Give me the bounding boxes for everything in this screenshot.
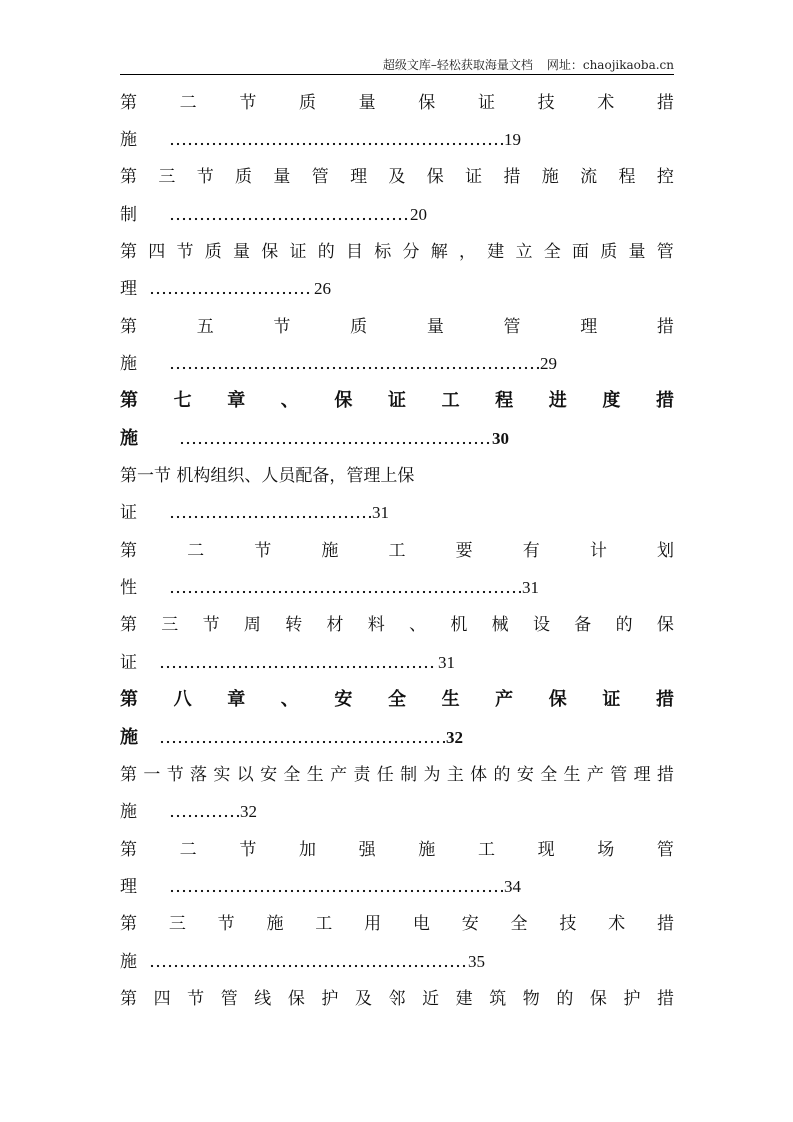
title-char: 工 — [441, 390, 460, 412]
dot-leader — [169, 366, 539, 370]
title-char: 安 — [516, 764, 534, 785]
title-char: 量 — [426, 316, 444, 337]
title-char: 第 — [120, 689, 138, 711]
title-char: 第 — [120, 92, 137, 113]
title-char: 电 — [412, 914, 430, 935]
title-char: 技 — [559, 914, 577, 935]
title-char: 全 — [510, 914, 528, 935]
page-number: 19 — [504, 130, 521, 150]
title-char: 章 — [227, 689, 246, 711]
title-char: 质 — [298, 92, 316, 113]
title-char: 产 — [586, 764, 604, 785]
toc-entry-title[interactable] — [120, 308, 674, 345]
title-char: 全 — [283, 764, 301, 785]
title-char: 物 — [522, 988, 540, 1009]
title-char: 材 — [326, 615, 344, 636]
title-char: 线 — [254, 988, 272, 1009]
title-char: 管 — [220, 988, 238, 1009]
title-char: 进 — [548, 390, 567, 412]
title-char: 、 — [280, 689, 299, 711]
page-number: 32 — [446, 727, 463, 747]
title-char: 程 — [618, 167, 636, 188]
title-char: 三 — [158, 167, 176, 188]
title-char: 量 — [628, 242, 646, 263]
dot-leader — [169, 515, 371, 519]
toc-entry-title[interactable]: 第一节 机构组织、人员配备，管理上保 — [120, 466, 415, 487]
title-char: 管 — [503, 316, 521, 337]
page-number: 31 — [522, 578, 539, 598]
title-char: 保 — [261, 242, 279, 263]
dot-leader — [169, 590, 521, 594]
title-char: 周 — [243, 615, 261, 636]
toc-entry-title[interactable] — [120, 682, 674, 719]
title-char: 生 — [563, 764, 581, 785]
title-char: 第 — [120, 839, 137, 860]
title-char: 节 — [196, 167, 214, 188]
title-char: 转 — [285, 615, 303, 636]
title-char: 第 — [120, 914, 137, 935]
title-char: 二 — [179, 92, 197, 113]
title-char: 设 — [532, 615, 550, 636]
title-char: 第 — [120, 167, 137, 188]
dot-leader — [149, 291, 313, 295]
title-char: 建 — [455, 988, 473, 1009]
title-char: 制 — [400, 764, 418, 785]
title-char: 安 — [260, 764, 278, 785]
title-char: 八 — [173, 689, 192, 711]
title-char: 证 — [477, 92, 495, 113]
title-char: 生 — [306, 764, 324, 785]
title-char: 全 — [543, 242, 561, 263]
title-char: ， — [459, 242, 476, 263]
page-number: 26 — [314, 279, 331, 299]
title-char: 护 — [623, 988, 641, 1009]
title-char: 标 — [374, 242, 392, 263]
title-char: 立 — [515, 242, 533, 263]
title-char: 保 — [287, 988, 305, 1009]
header-url: 网址：chaojikaoba.cn — [546, 58, 674, 72]
title-char: 理 — [350, 167, 368, 188]
title-char: 质 — [235, 167, 253, 188]
title-char: 第 — [120, 242, 137, 263]
title-char: 、 — [409, 615, 427, 636]
title-char: 质 — [204, 242, 222, 263]
title-char: 的 — [493, 764, 511, 785]
title-char: 措 — [655, 390, 674, 412]
title-char: 邻 — [388, 988, 406, 1009]
title-char: 责 — [353, 764, 371, 785]
continuation-text: 施 — [120, 726, 138, 748]
toc-entry-continuation[interactable] — [120, 196, 674, 233]
title-char: 管 — [656, 839, 674, 860]
title-char: 节 — [273, 316, 291, 337]
toc-entry-title[interactable] — [120, 159, 674, 196]
title-char: 节 — [187, 988, 205, 1009]
dot-leader — [169, 889, 503, 893]
title-char: 流 — [580, 167, 598, 188]
dot-leader — [149, 964, 467, 968]
title-char: 的 — [556, 988, 574, 1009]
title-char: 证 — [387, 390, 406, 412]
title-char: 全 — [540, 764, 558, 785]
toc-entry-continuation[interactable] — [120, 345, 674, 382]
title-char: 措 — [655, 689, 674, 711]
toc-entry-continuation[interactable] — [120, 644, 674, 681]
title-char: 及 — [354, 988, 372, 1009]
title-char: 管 — [656, 242, 674, 263]
dot-leader — [169, 217, 409, 221]
title-char: 为 — [423, 764, 441, 785]
toc-entry-continuation[interactable] — [120, 569, 674, 606]
toc-entry-continuation[interactable] — [120, 495, 674, 532]
title-char: 械 — [491, 615, 509, 636]
title-char: 四 — [148, 242, 166, 263]
title-char: 证 — [289, 242, 307, 263]
toc-entry-continuation[interactable] — [120, 719, 674, 756]
title-char: 近 — [422, 988, 440, 1009]
title-char: 第 — [120, 615, 137, 636]
toc-entry-continuation[interactable] — [120, 794, 674, 831]
title-char: 二 — [179, 839, 197, 860]
toc-entry-title[interactable] — [120, 906, 674, 943]
title-char: 保 — [418, 92, 436, 113]
toc-entry-title[interactable] — [120, 532, 674, 569]
title-char: 、 — [280, 390, 299, 412]
toc-entry-continuation[interactable] — [120, 943, 674, 980]
continuation-text: 理 — [120, 876, 137, 897]
title-char: 产 — [495, 689, 514, 711]
title-char: 施 — [266, 914, 284, 935]
title-char: 体 — [470, 764, 488, 785]
title-char: 加 — [298, 839, 316, 860]
page-header — [120, 56, 674, 73]
toc-entry-title[interactable] — [120, 831, 674, 868]
header-rule — [120, 74, 674, 75]
title-char: 四 — [153, 988, 171, 1009]
title-char: 产 — [330, 764, 348, 785]
title-char: 建 — [487, 242, 505, 263]
title-char: 施 — [321, 540, 339, 561]
continuation-text: 性 — [120, 578, 137, 599]
title-char: 目 — [346, 242, 363, 263]
title-char: 证 — [465, 167, 483, 188]
title-char: 安 — [461, 914, 479, 935]
page-number: 34 — [504, 876, 521, 896]
title-char: 施 — [541, 167, 559, 188]
title-char: 有 — [522, 540, 540, 561]
title-char: 程 — [495, 390, 514, 412]
dot-leader — [169, 142, 503, 146]
title-char: 第 — [120, 988, 137, 1009]
title-char: 技 — [537, 92, 555, 113]
title-char: 第 — [120, 764, 137, 785]
toc-entry-continuation[interactable] — [120, 868, 674, 905]
title-char: 节 — [254, 540, 272, 561]
title-char: 三 — [161, 615, 179, 636]
title-char: 节 — [239, 92, 257, 113]
title-char: 现 — [537, 839, 555, 860]
title-char: 管 — [610, 764, 628, 785]
dot-leader — [169, 814, 239, 818]
continuation-text: 证 — [120, 652, 137, 673]
title-char: 实 — [213, 764, 231, 785]
page-number: 32 — [240, 802, 257, 822]
page-number: 31 — [372, 503, 389, 523]
title-char: 机 — [450, 615, 468, 636]
toc-entry-title[interactable] — [120, 980, 674, 1017]
title-char: 划 — [657, 540, 674, 561]
title-char: 量 — [233, 242, 250, 263]
title-char: 节 — [202, 615, 220, 636]
page-number: 29 — [540, 354, 557, 374]
title-char: 节 — [176, 242, 194, 263]
title-char: 措 — [657, 988, 674, 1009]
toc-entry-continuation[interactable] — [120, 121, 674, 158]
toc-entry-title[interactable] — [120, 84, 674, 121]
dot-leader — [159, 740, 445, 744]
title-char: 措 — [656, 316, 674, 337]
title-char: 备 — [574, 615, 592, 636]
title-char: 计 — [589, 540, 607, 561]
page-number: 35 — [468, 951, 485, 971]
title-char: 的 — [615, 615, 633, 636]
title-char: 解 — [430, 242, 448, 263]
title-char: 质 — [350, 316, 368, 337]
title-char: 安 — [334, 689, 353, 711]
title-char: 保 — [334, 390, 353, 412]
title-char: 及 — [388, 167, 406, 188]
page-number: 31 — [438, 652, 455, 672]
title-char: 保 — [656, 615, 674, 636]
title-char: 二 — [187, 540, 205, 561]
title-char: 一 — [143, 764, 161, 785]
title-char: 面 — [572, 242, 589, 263]
title-char: 节 — [239, 839, 257, 860]
table-of-contents — [120, 84, 674, 1018]
title-char: 工 — [315, 914, 333, 935]
title-char: 量 — [358, 92, 376, 113]
title-char: 措 — [656, 92, 674, 113]
title-char: 全 — [387, 689, 406, 711]
dot-leader — [179, 441, 491, 445]
continuation-text: 施 — [120, 130, 137, 151]
title-char: 度 — [602, 390, 621, 412]
title-char: 强 — [358, 839, 376, 860]
title-char: 以 — [236, 764, 254, 785]
title-char: 分 — [402, 242, 420, 263]
title-char: 工 — [388, 540, 406, 561]
title-char: 控 — [656, 167, 674, 188]
title-char: 场 — [597, 839, 615, 860]
title-char: 措 — [656, 914, 674, 935]
toc-entry-title[interactable] — [120, 756, 674, 793]
title-char: 五 — [196, 316, 214, 337]
toc-entry-continuation[interactable] — [120, 271, 674, 308]
title-char: 落 — [190, 764, 208, 785]
title-char: 施 — [418, 839, 436, 860]
header-title: 超级文库–轻松获取海量文档 — [382, 58, 533, 72]
page-number: 30 — [492, 428, 509, 448]
title-char: 护 — [321, 988, 339, 1009]
title-char: 第 — [120, 540, 137, 561]
title-char: 三 — [168, 914, 186, 935]
title-char: 节 — [217, 914, 235, 935]
title-char: 保 — [548, 689, 567, 711]
title-char: 理 — [633, 764, 651, 785]
title-char: 措 — [656, 764, 674, 785]
continuation-text: 施 — [120, 354, 137, 375]
title-char: 管 — [311, 167, 329, 188]
title-char: 料 — [367, 615, 385, 636]
title-char: 证 — [602, 689, 621, 711]
title-char: 生 — [441, 689, 460, 711]
title-char: 用 — [364, 914, 382, 935]
continuation-text: 理 — [120, 279, 137, 300]
title-char: 章 — [227, 390, 246, 412]
toc-entry-title[interactable] — [120, 383, 674, 420]
title-char: 质 — [600, 242, 618, 263]
continuation-text: 施 — [120, 427, 138, 449]
continuation-text: 施 — [120, 951, 137, 972]
toc-entry-title[interactable] — [120, 233, 674, 270]
title-char: 筑 — [489, 988, 507, 1009]
title-char: 措 — [503, 167, 521, 188]
title-char: 术 — [597, 92, 615, 113]
title-char: 任 — [376, 764, 394, 785]
title-char: 第 — [120, 390, 138, 412]
continuation-text: 施 — [120, 802, 137, 823]
title-char: 工 — [477, 839, 495, 860]
title-char: 理 — [580, 316, 598, 337]
title-char: 节 — [166, 764, 184, 785]
title-char: 的 — [317, 242, 335, 263]
title-char: 主 — [446, 764, 464, 785]
title-char: 七 — [173, 390, 192, 412]
continuation-text: 制 — [120, 204, 137, 225]
title-char: 要 — [455, 540, 473, 561]
title-char: 术 — [608, 914, 626, 935]
dot-leader — [159, 665, 437, 669]
toc-entry-continuation[interactable] — [120, 420, 674, 457]
title-char: 量 — [273, 167, 291, 188]
title-char: 保 — [589, 988, 607, 1009]
title-char: 第 — [120, 316, 137, 337]
page-number: 20 — [410, 204, 427, 224]
title-char: 保 — [426, 167, 444, 188]
continuation-text: 证 — [120, 503, 137, 524]
toc-entry-title[interactable] — [120, 607, 674, 644]
